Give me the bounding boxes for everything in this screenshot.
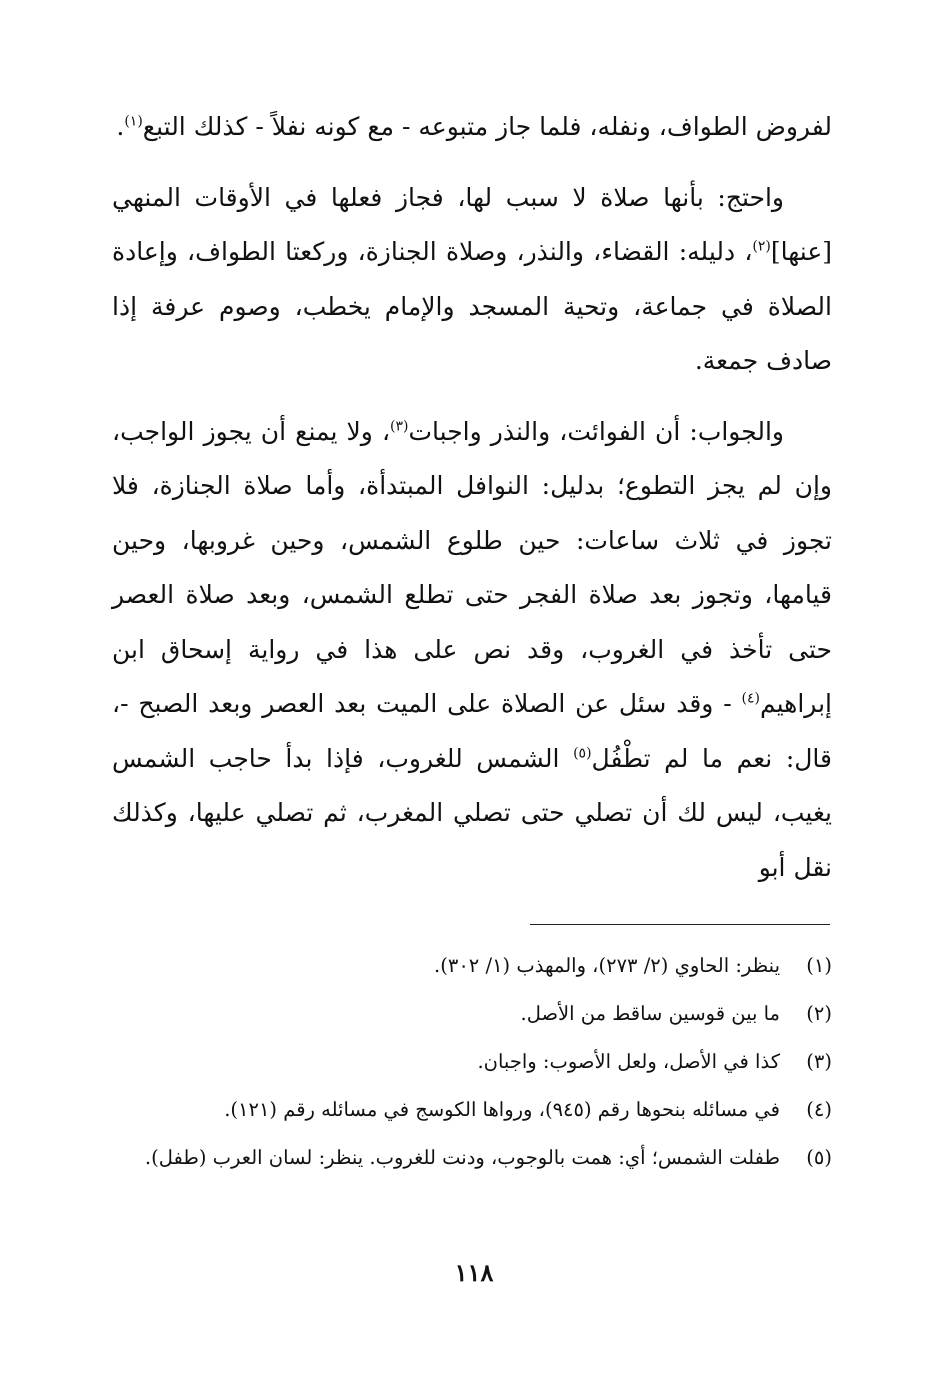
paragraph-2-rest: ، دليله: القضاء، والنذر، وصلاة الجنازة، وركعتا الطواف، وإعادة الصلاة في جماعة، وتحية المسجد والإمام يخطب، وصوم عرفة إذا صادف جمعة.: [112, 237, 832, 375]
paragraph-1-line-1: لفروض الطواف، ونفله، فلما جاز متبوعه - مع كونه نفلاً - كذلك: [193, 112, 832, 141]
footnote-number: (٢): [806, 1002, 832, 1025]
footnote-number: (٣): [806, 1050, 832, 1073]
footnotes: [112, 942, 832, 1182]
paragraph-3-start: والجواب: أن الفوائت، والنذر واجبات: [408, 416, 785, 446]
footnote-1: [112, 942, 832, 990]
paragraph-3-mid: ، ولا يمنع أن يجوز الواجب، وإن لم يجز التطوع؛ بدليل: النوافل المبتدأة، وأما صلاة الجنازة، فلا تجوز في ثلاث ساعات: حين طلوع الشمس، وحين غروبها، وحين قيامها، وتجوز بعد صلاة الفجر حتى تطلع الشمس، وبعد صلاة العصر حتى تأخذ في الغروب، وقد نص على هذا في رواية إسحاق ابن إبراهيم: [112, 416, 832, 718]
footnote-ref-1: (١): [124, 113, 143, 130]
footnote-number: (٥): [806, 1146, 832, 1169]
footnote-5: [112, 1134, 832, 1182]
paragraph-2: [112, 171, 832, 389]
footnote-ref-2: (٢): [752, 238, 771, 255]
footnote-divider: [530, 924, 830, 925]
footnote-4: [112, 1086, 832, 1134]
footnote-text: ينظر: الحاوي (٢/ ٢٧٣)، والمهذب (١/ ٣٠٢).: [434, 954, 780, 977]
paragraph-1: [112, 100, 832, 155]
footnote-text: طفلت الشمس؛ أي: همت بالوجوب، ودنت للغروب. ينظر: لسان العرب (طفل).: [144, 1146, 780, 1169]
footnote-text: كذا في الأصل، ولعل الأصوب: واجبان.: [477, 1050, 780, 1073]
footnote-3: [112, 1038, 832, 1086]
footnote-ref-4: (٤): [741, 690, 760, 707]
footnote-2: [112, 990, 832, 1038]
footnote-text: في مسائله بنحوها رقم (٩٤٥)، ورواها الكوسج في مسائله رقم (١٢١).: [224, 1098, 780, 1121]
footnote-ref-5: (٥): [573, 745, 592, 762]
page-number: ١١٨: [454, 1258, 494, 1287]
footnote-text: ما بين قوسين ساقط من الأصل.: [520, 1002, 780, 1025]
footnote-number: (٤): [806, 1098, 832, 1121]
footnote-ref-3: (٣): [390, 418, 409, 435]
paragraph-1-line-2: التبع: [142, 112, 186, 141]
paragraph-2-start: واحتج: بأنها صلاة لا سبب لها، فجاز فعلها في الأوقات المنهي [عنها]: [112, 182, 832, 266]
paragraph-3-end: الشمس للغروب، فإذا بدأ حاجب الشمس يغيب، ليس لك أن تصلي حتى تصلي المغرب، ثم تصلي عليها، وكذلك نقل أبو: [112, 743, 832, 882]
paragraph-3-mid-2: - وقد سئل عن الصلاة على الميت بعد العصر وبعد الصبح -، قال: نعم ما لم تطْفُل: [112, 689, 832, 773]
paragraph-3: [112, 405, 832, 896]
footnote-number: (١): [806, 954, 832, 977]
main-text: [112, 100, 832, 895]
paragraph-1-end: .: [116, 112, 125, 141]
